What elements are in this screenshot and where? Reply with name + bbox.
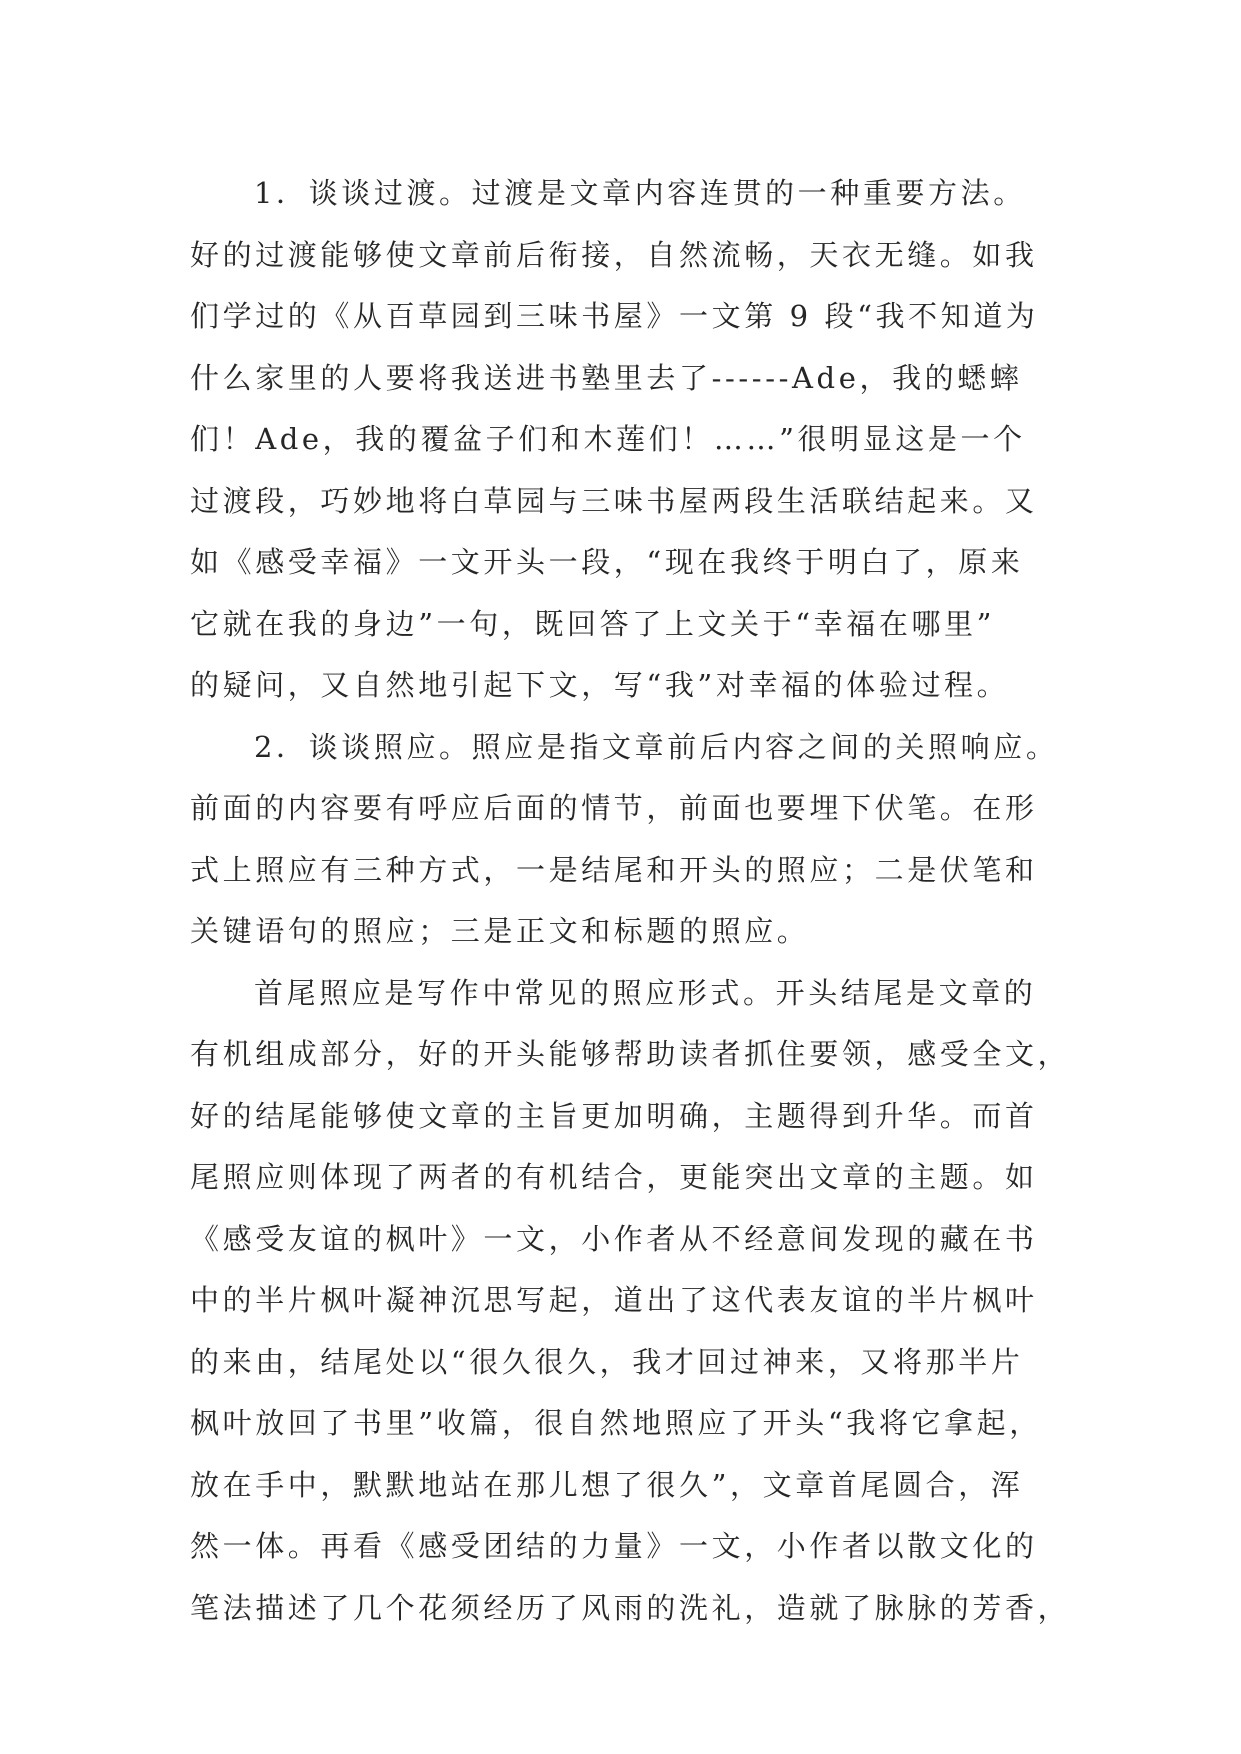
paragraph-2-line: 前面的内容要有呼应后面的情节，前面也要埋下伏笔。在形 — [190, 791, 1038, 825]
paragraph-1-line: 们！Ade，我的覆盆子们和木莲们！……”很明显这是一个 — [190, 422, 1026, 456]
paragraph-3-line: 尾照应则体现了两者的有机结合，更能突出文章的主题。如 — [190, 1160, 1038, 1194]
paragraph-2-line: 式上照应有三种方式，一是结尾和开头的照应；二是伏笔和 — [190, 852, 1038, 887]
paragraph-1-line: 过渡段，巧妙地将白草园与三味书屋两段生活联结起来。又 — [190, 483, 1038, 518]
paragraph-3-line: 首尾照应是写作中常见的照应形式。开头结尾是文章的 — [254, 975, 1037, 1010]
paragraph-3-line: 有机组成部分，好的开头能够帮助读者抓住要领，感受全文， — [190, 1037, 1071, 1071]
paragraph-3-line: 枫叶放回了书里”收篇，很自然地照应了开头“我将它拿起， — [190, 1406, 1042, 1440]
paragraph-1-line: 1．谈谈过渡。过渡是文章内容连贯的一种重要方法。 — [254, 176, 1026, 210]
paragraph-3-line: 中的半片枫叶凝神沉思写起，道出了这代表友谊的半片枫叶 — [190, 1283, 1038, 1317]
paragraph-1-line: 的疑问，又自然地引起下文，写“我”对幸福的体验过程。 — [190, 668, 1010, 702]
paragraph-3-line: 的来由，结尾处以“很久很久，我才回过神来，又将那半片 — [190, 1344, 1024, 1379]
paragraph-1-line: 它就在我的身边”一句，既回答了上文关于“幸福在哪里” — [190, 606, 996, 641]
paragraph-3-line: 笔法描述了几个花须经历了风雨的洗礼，造就了脉脉的芳香， — [190, 1590, 1071, 1625]
paragraph-2-line: 2．谈谈照应。照应是指文章前后内容之间的关照响应。 — [254, 729, 1059, 764]
paragraph-3-line: 然一体。再看《感受团结的力量》一文，小作者以散文化的 — [190, 1529, 1038, 1563]
body-text — [190, 163, 1070, 1639]
paragraph-3-line: 放在手中，默默地站在那儿想了很久”，文章首尾圆合，浑 — [190, 1467, 1024, 1502]
paragraph-1-line: 什么家里的人要将我送进书塾里去了------Ade，我的蟋蟀 — [190, 360, 1023, 395]
paragraph-3-line: 好的结尾能够使文章的主旨更加明确，主题得到升华。而首 — [190, 1098, 1038, 1133]
paragraph-3-line: 《感受友谊的枫叶》一文，小作者从不经意间发现的藏在书 — [190, 1221, 1038, 1256]
paragraph-2-line: 关键语句的照应；三是正文和标题的照应。 — [190, 914, 810, 948]
paragraph-1-line: 好的过渡能够使文章前后衔接，自然流畅，天衣无缝。如我 — [190, 237, 1038, 272]
paragraph-1-line: 们学过的《从百草园到三味书屋》一文第 9 段“我不知道为 — [190, 299, 1039, 333]
paragraph-1-line: 如《感受幸福》一文开头一段，“现在我终于明白了，原来 — [190, 545, 1024, 579]
